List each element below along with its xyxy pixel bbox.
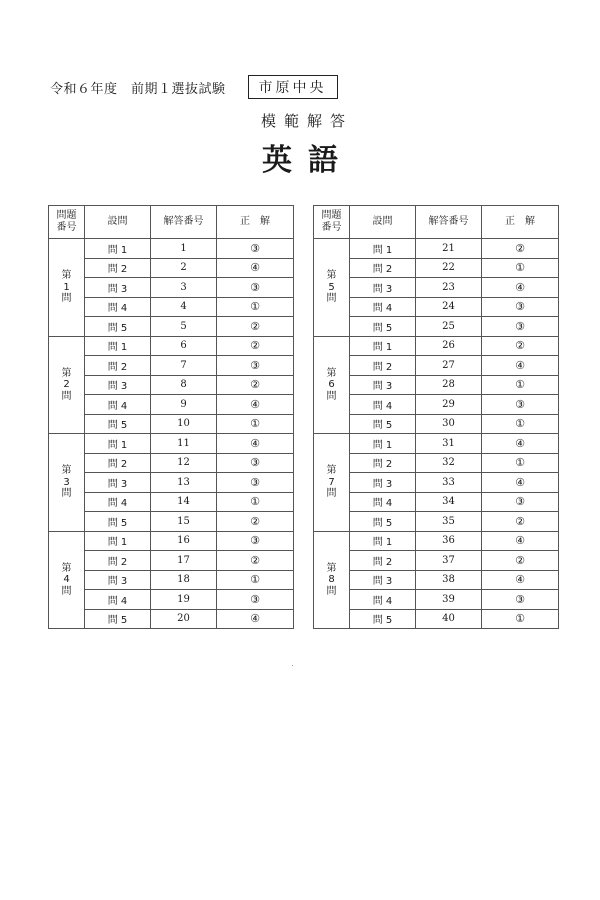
table-row xyxy=(49,278,294,298)
answer-number-cell: 40 xyxy=(416,609,482,629)
answer-number-cell: 25 xyxy=(416,317,482,337)
correct-answer-cell: ③ xyxy=(217,278,294,298)
setsumon-cell: 問 2 xyxy=(350,551,416,571)
school-name-box: 市原中央 xyxy=(248,75,338,99)
question-group-label: 第 1 問 xyxy=(49,239,85,337)
answer-number-cell: 22 xyxy=(416,258,482,278)
question-group-label: 第 4 問 xyxy=(49,531,85,629)
answer-number-cell: 29 xyxy=(416,395,482,415)
correct-answer-cell: ② xyxy=(217,551,294,571)
correct-answer-cell: ① xyxy=(217,414,294,434)
exam-header xyxy=(50,75,338,99)
question-group xyxy=(49,336,294,434)
answer-number-cell: 18 xyxy=(151,570,217,590)
setsumon-cell: 問 1 xyxy=(85,239,151,259)
answer-number-cell: 24 xyxy=(416,297,482,317)
table-row xyxy=(314,239,559,259)
answer-number-cell: 8 xyxy=(151,375,217,395)
answer-number-cell: 12 xyxy=(151,453,217,473)
scan-speck xyxy=(292,665,293,666)
question-group xyxy=(314,336,559,434)
setsumon-cell: 問 1 xyxy=(85,336,151,356)
correct-answer-cell: ④ xyxy=(217,609,294,629)
setsumon-cell: 問 2 xyxy=(350,258,416,278)
correct-answer-cell: ③ xyxy=(482,492,559,512)
correct-answer-cell: ③ xyxy=(217,590,294,610)
correct-answer-cell: ③ xyxy=(217,531,294,551)
correct-answer-cell: ③ xyxy=(217,453,294,473)
setsumon-cell: 問 4 xyxy=(85,297,151,317)
correct-answer-cell: ④ xyxy=(482,434,559,454)
setsumon-cell: 問 5 xyxy=(350,512,416,532)
correct-answer-cell: ④ xyxy=(482,473,559,493)
correct-answer-cell: ③ xyxy=(217,356,294,376)
setsumon-cell: 問 1 xyxy=(350,434,416,454)
question-group xyxy=(314,531,559,629)
table-row xyxy=(314,297,559,317)
header-mondai: 問題 番号 xyxy=(314,206,350,239)
answer-number-cell: 33 xyxy=(416,473,482,493)
setsumon-cell: 問 5 xyxy=(350,317,416,337)
table-row xyxy=(49,512,294,532)
answer-table-right xyxy=(313,205,559,629)
table-row xyxy=(49,609,294,629)
document-title: 英語 xyxy=(262,143,354,178)
header-kaito-bango: 解答番号 xyxy=(151,206,217,239)
answer-number-cell: 30 xyxy=(416,414,482,434)
table-row xyxy=(314,453,559,473)
question-group xyxy=(49,434,294,532)
answer-number-cell: 14 xyxy=(151,492,217,512)
table-row xyxy=(314,473,559,493)
table-row xyxy=(49,317,294,337)
setsumon-cell: 問 4 xyxy=(350,395,416,415)
correct-answer-cell: ③ xyxy=(482,317,559,337)
correct-answer-cell: ④ xyxy=(482,356,559,376)
table-row xyxy=(49,551,294,571)
setsumon-cell: 問 3 xyxy=(350,570,416,590)
answer-number-cell: 27 xyxy=(416,356,482,376)
table-row xyxy=(314,492,559,512)
correct-answer-cell: ② xyxy=(217,375,294,395)
setsumon-cell: 問 2 xyxy=(85,551,151,571)
question-group xyxy=(49,239,294,337)
correct-answer-cell: ① xyxy=(217,297,294,317)
table-row xyxy=(314,258,559,278)
header-mondai: 問題 番号 xyxy=(49,206,85,239)
correct-answer-cell: ③ xyxy=(482,297,559,317)
setsumon-cell: 問 4 xyxy=(85,395,151,415)
correct-answer-cell: ② xyxy=(217,512,294,532)
correct-answer-cell: ① xyxy=(482,258,559,278)
table-row xyxy=(314,317,559,337)
correct-answer-cell: ② xyxy=(217,317,294,337)
table-row xyxy=(49,492,294,512)
answer-number-cell: 20 xyxy=(151,609,217,629)
table-row xyxy=(49,531,294,551)
setsumon-cell: 問 3 xyxy=(350,375,416,395)
answer-number-cell: 31 xyxy=(416,434,482,454)
table-row xyxy=(314,531,559,551)
table-row xyxy=(49,453,294,473)
answer-number-cell: 7 xyxy=(151,356,217,376)
setsumon-cell: 問 1 xyxy=(350,239,416,259)
correct-answer-cell: ④ xyxy=(217,258,294,278)
setsumon-cell: 問 3 xyxy=(350,473,416,493)
setsumon-cell: 問 2 xyxy=(85,356,151,376)
correct-answer-cell: ③ xyxy=(482,590,559,610)
table-header-row xyxy=(49,206,294,239)
question-group xyxy=(49,531,294,629)
table-row xyxy=(49,414,294,434)
table-row xyxy=(314,512,559,532)
header-seikai: 正 解 xyxy=(482,206,559,239)
answer-table-left xyxy=(48,205,294,629)
correct-answer-cell: ① xyxy=(482,375,559,395)
answer-number-cell: 2 xyxy=(151,258,217,278)
answer-number-cell: 15 xyxy=(151,512,217,532)
table-header-row xyxy=(314,206,559,239)
correct-answer-cell: ② xyxy=(217,336,294,356)
setsumon-cell: 問 5 xyxy=(85,414,151,434)
setsumon-cell: 問 3 xyxy=(350,278,416,298)
table-row xyxy=(49,590,294,610)
setsumon-cell: 問 5 xyxy=(85,317,151,337)
table-row xyxy=(49,473,294,493)
table-row xyxy=(314,434,559,454)
answer-number-cell: 28 xyxy=(416,375,482,395)
question-group-label: 第 2 問 xyxy=(49,336,85,434)
setsumon-cell: 問 3 xyxy=(85,278,151,298)
answer-number-cell: 13 xyxy=(151,473,217,493)
setsumon-cell: 問 4 xyxy=(350,297,416,317)
setsumon-cell: 問 1 xyxy=(350,531,416,551)
setsumon-cell: 問 3 xyxy=(85,570,151,590)
setsumon-cell: 問 2 xyxy=(350,453,416,473)
answer-number-cell: 4 xyxy=(151,297,217,317)
answer-number-cell: 34 xyxy=(416,492,482,512)
setsumon-cell: 問 3 xyxy=(85,473,151,493)
table-row xyxy=(49,395,294,415)
answer-number-cell: 39 xyxy=(416,590,482,610)
table-row xyxy=(314,395,559,415)
table-row xyxy=(314,609,559,629)
correct-answer-cell: ④ xyxy=(482,531,559,551)
table-row xyxy=(49,297,294,317)
setsumon-cell: 問 5 xyxy=(350,609,416,629)
table-row xyxy=(49,239,294,259)
correct-answer-cell: ④ xyxy=(482,278,559,298)
table-row xyxy=(49,258,294,278)
correct-answer-cell: ① xyxy=(217,570,294,590)
setsumon-cell: 問 2 xyxy=(350,356,416,376)
answer-number-cell: 36 xyxy=(416,531,482,551)
table-row xyxy=(314,570,559,590)
table-row xyxy=(49,356,294,376)
correct-answer-cell: ① xyxy=(217,492,294,512)
answer-number-cell: 17 xyxy=(151,551,217,571)
answer-number-cell: 38 xyxy=(416,570,482,590)
answer-number-cell: 9 xyxy=(151,395,217,415)
answer-number-cell: 16 xyxy=(151,531,217,551)
correct-answer-cell: ④ xyxy=(217,395,294,415)
setsumon-cell: 問 4 xyxy=(85,590,151,610)
answer-number-cell: 21 xyxy=(416,239,482,259)
document-subtitle: 模範解答 xyxy=(260,112,353,130)
table-row xyxy=(49,434,294,454)
question-group-label: 第 3 問 xyxy=(49,434,85,532)
correct-answer-cell: ① xyxy=(482,609,559,629)
correct-answer-cell: ③ xyxy=(482,395,559,415)
table-row xyxy=(314,414,559,434)
answer-number-cell: 5 xyxy=(151,317,217,337)
question-group-label: 第 8 問 xyxy=(314,531,350,629)
table-row xyxy=(49,375,294,395)
setsumon-cell: 問 2 xyxy=(85,258,151,278)
setsumon-cell: 問 2 xyxy=(85,453,151,473)
header-kaito-bango: 解答番号 xyxy=(416,206,482,239)
answer-number-cell: 11 xyxy=(151,434,217,454)
correct-answer-cell: ② xyxy=(482,512,559,532)
header-setsumon: 設問 xyxy=(85,206,151,239)
answer-number-cell: 23 xyxy=(416,278,482,298)
correct-answer-cell: ① xyxy=(482,414,559,434)
setsumon-cell: 問 1 xyxy=(85,531,151,551)
header-seikai: 正 解 xyxy=(217,206,294,239)
correct-answer-cell: ③ xyxy=(217,473,294,493)
correct-answer-cell: ④ xyxy=(482,570,559,590)
table-row xyxy=(314,356,559,376)
answer-number-cell: 37 xyxy=(416,551,482,571)
setsumon-cell: 問 5 xyxy=(85,512,151,532)
question-group-label: 第 6 問 xyxy=(314,336,350,434)
correct-answer-cell: ② xyxy=(482,551,559,571)
setsumon-cell: 問 4 xyxy=(350,492,416,512)
table-row xyxy=(314,551,559,571)
setsumon-cell: 問 1 xyxy=(350,336,416,356)
exam-label: 令和６年度 前期１選抜試験 xyxy=(50,81,226,97)
question-group-label: 第 7 問 xyxy=(314,434,350,532)
setsumon-cell: 問 5 xyxy=(350,414,416,434)
correct-answer-cell: ② xyxy=(482,239,559,259)
correct-answer-cell: ③ xyxy=(217,239,294,259)
table-row xyxy=(314,278,559,298)
table-row xyxy=(314,375,559,395)
table-row xyxy=(314,590,559,610)
table-row xyxy=(49,336,294,356)
question-group-label: 第 5 問 xyxy=(314,239,350,337)
answer-number-cell: 32 xyxy=(416,453,482,473)
answer-number-cell: 3 xyxy=(151,278,217,298)
correct-answer-cell: ② xyxy=(482,336,559,356)
answer-number-cell: 26 xyxy=(416,336,482,356)
setsumon-cell: 問 1 xyxy=(85,434,151,454)
setsumon-cell: 問 5 xyxy=(85,609,151,629)
question-group xyxy=(314,434,559,532)
correct-answer-cell: ① xyxy=(482,453,559,473)
header-setsumon: 設問 xyxy=(350,206,416,239)
answer-number-cell: 1 xyxy=(151,239,217,259)
answer-number-cell: 10 xyxy=(151,414,217,434)
answer-number-cell: 6 xyxy=(151,336,217,356)
table-row xyxy=(314,336,559,356)
correct-answer-cell: ④ xyxy=(217,434,294,454)
table-row xyxy=(49,570,294,590)
answer-number-cell: 35 xyxy=(416,512,482,532)
answer-number-cell: 19 xyxy=(151,590,217,610)
setsumon-cell: 問 3 xyxy=(85,375,151,395)
setsumon-cell: 問 4 xyxy=(85,492,151,512)
question-group xyxy=(314,239,559,337)
setsumon-cell: 問 4 xyxy=(350,590,416,610)
